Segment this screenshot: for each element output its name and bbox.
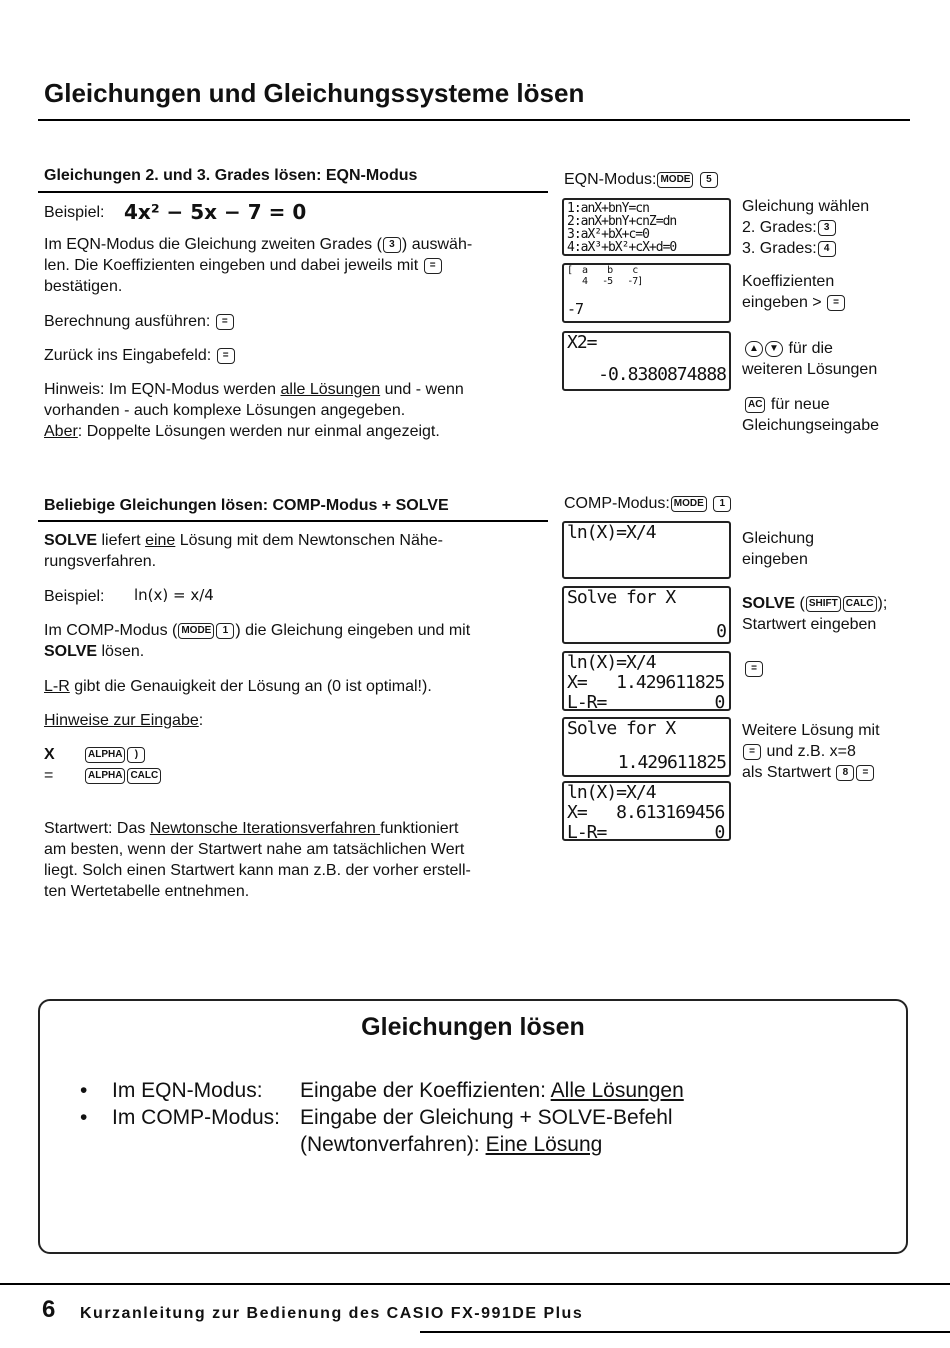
comp-example-label: Beispiel:	[44, 588, 105, 605]
key-4-icon: 4	[818, 241, 836, 257]
summary-item-1: • Im EQN-Modus: Eingabe der Koeffizienten: Alle Lösungen	[80, 1079, 684, 1102]
comp-side-4: Weitere Lösung mit = und z.B. x=8 als Startwert 8 =	[742, 722, 880, 781]
eqn-heading: Gleichungen 2. und 3. Grades lösen: EQN-Modus	[44, 167, 418, 184]
key-3-icon: 3	[383, 237, 401, 253]
lcd-eqn-result: X2= -0.8380874888	[562, 331, 731, 391]
eqn-side-4: AC für neue Gleichungseingabe	[742, 396, 879, 434]
rparen-key-icon: )	[127, 747, 145, 763]
summary-item-2: • Im COMP-Modus: Eingabe der Gleichung + SOLVE-Befehl (Newtonverfahren): Eine Lösung	[80, 1106, 673, 1156]
comp-mode-label: COMP-Modus: MODE 1	[564, 493, 732, 514]
comp-lr-line: L-R gibt die Genauigkeit der Lösung an (0 ist optimal!).	[44, 678, 432, 695]
mode-key-icon: MODE	[671, 496, 707, 512]
eqn-heading-rule	[38, 191, 548, 193]
arrow-down-icon: ▼	[765, 341, 783, 357]
footer-rule	[0, 1283, 950, 1285]
calc-key-icon: CALC	[843, 596, 877, 612]
key-5-icon: 5	[700, 172, 718, 188]
key-8-icon: 8	[836, 765, 854, 781]
key-equals-icon: =	[216, 314, 234, 330]
comp-heading-rule	[38, 520, 548, 522]
alpha-key-icon: ALPHA	[85, 747, 125, 763]
mode-key-icon: MODE	[178, 623, 214, 639]
eqn-paragraph-1: Im EQN-Modus die Gleichung zweiten Grades ( 3 ) auswäh- len. Die Koeffizienten eingeben und dabei jeweils mit = bestätigen.	[44, 236, 473, 295]
key-1-icon: 1	[713, 496, 731, 512]
footer-underline	[420, 1331, 950, 1333]
comp-hint-eq-keys	[84, 765, 162, 786]
comp-solve-intro: SOLVE liefert eine Lösung mit dem Newtonschen Nähe- rungsverfahren.	[44, 532, 444, 570]
key-equals-icon: =	[743, 744, 761, 760]
comp-hint-eq: =	[44, 767, 54, 784]
lcd-comp-input: ln(X)=X/4	[562, 521, 731, 579]
eqn-example-label: Beispiel:	[44, 204, 105, 221]
comp-side-2: SOLVE ( SHIFT CALC ); Startwert eingeben	[742, 595, 888, 633]
key-equals-icon: =	[745, 661, 763, 677]
page-number: 6	[42, 1296, 56, 1323]
lcd-solve-for-x: Solve for X 0	[562, 586, 731, 644]
eqn-calc-line: Berechnung ausführen: =	[44, 311, 235, 332]
key-3-icon: 3	[818, 220, 836, 236]
alpha-key-icon: ALPHA	[85, 768, 125, 784]
summary-title: Gleichungen lösen	[361, 1013, 585, 1041]
comp-paragraph-2: Im COMP-Modus ( MODE 1 ) die Gleichung eingeben und mit SOLVE lösen.	[44, 622, 471, 660]
comp-side-1: Gleichung eingeben	[742, 530, 815, 568]
summary-box	[38, 999, 908, 1254]
footer-text: Kurzanleitung zur Bedienung des CASIO FX-991DE Plus	[80, 1305, 584, 1322]
eqn-mode-label: EQN-Modus: MODE 5	[564, 169, 719, 190]
eqn-hint: Hinweis: Im EQN-Modus werden alle Lösungen und - wenn vorhanden - auch komplexe Lösungen angegeben. Aber: Doppelte Lösungen werden nur einmal angezeigt.	[44, 381, 464, 440]
ac-key-icon: AC	[745, 397, 765, 413]
eqn-back-line: Zurück ins Eingabefeld: =	[44, 345, 236, 366]
lcd-eqn-menu: 1:anX+bnY=cn 2:anX+bnY+cnZ=dn 3:aX²+bX+c=0 4:aX³+bX²+cX+d=0	[562, 198, 731, 256]
lcd-solve-result-1: ln(X)=X/4 X= 1.429611825 L-R= 0	[562, 651, 731, 711]
lcd-eqn-coefficients: [ a b c 4 -5 -7] -7	[562, 263, 731, 323]
eqn-side-1: Gleichung wählen 2. Grades: 3 3. Grades: 4	[742, 198, 870, 257]
eqn-example-formula: 4x² − 5x − 7 = 0	[124, 200, 307, 224]
mode-key-icon: MODE	[657, 172, 693, 188]
comp-hint-x: X	[44, 746, 55, 763]
comp-example-formula: ln(x) = x/4	[134, 586, 214, 604]
calc-key-icon: CALC	[127, 768, 161, 784]
key-equals-icon: =	[856, 765, 874, 781]
title-rule	[38, 119, 910, 121]
comp-startwert: Startwert: Das Newtonsche Iterationsverfahren funktioniert am besten, wenn der Startwert nahe am tatsächlichen Wert liegt. Solch einen Startwert kann man z.B. der vorher erstell- ten Wertetabelle entnehmen.	[44, 820, 471, 900]
key-1-icon: 1	[216, 623, 234, 639]
shift-key-icon: SHIFT	[806, 596, 841, 612]
comp-hint-x-keys	[84, 744, 146, 765]
page-title: Gleichungen und Gleichungssysteme lösen	[44, 78, 585, 108]
comp-heading: Beliebige Gleichungen lösen: COMP-Modus + SOLVE	[44, 497, 449, 514]
arrow-up-icon: ▲	[745, 341, 763, 357]
key-equals-icon: =	[217, 348, 235, 364]
comp-side-3	[744, 658, 764, 679]
key-equals-icon: =	[424, 258, 442, 274]
lcd-solve-for-x-2: Solve for X 1.429611825	[562, 717, 731, 777]
lcd-solve-result-2: ln(X)=X/4 X= 8.613169456 L-R= 0	[562, 781, 731, 841]
key-equals-icon: =	[827, 295, 845, 311]
eqn-side-3: ▲ ▼ für die weiteren Lösungen	[742, 340, 878, 378]
comp-hints-heading: Hinweise zur Eingabe:	[44, 712, 204, 729]
eqn-side-2: Koeffizienten eingeben > =	[742, 271, 846, 313]
